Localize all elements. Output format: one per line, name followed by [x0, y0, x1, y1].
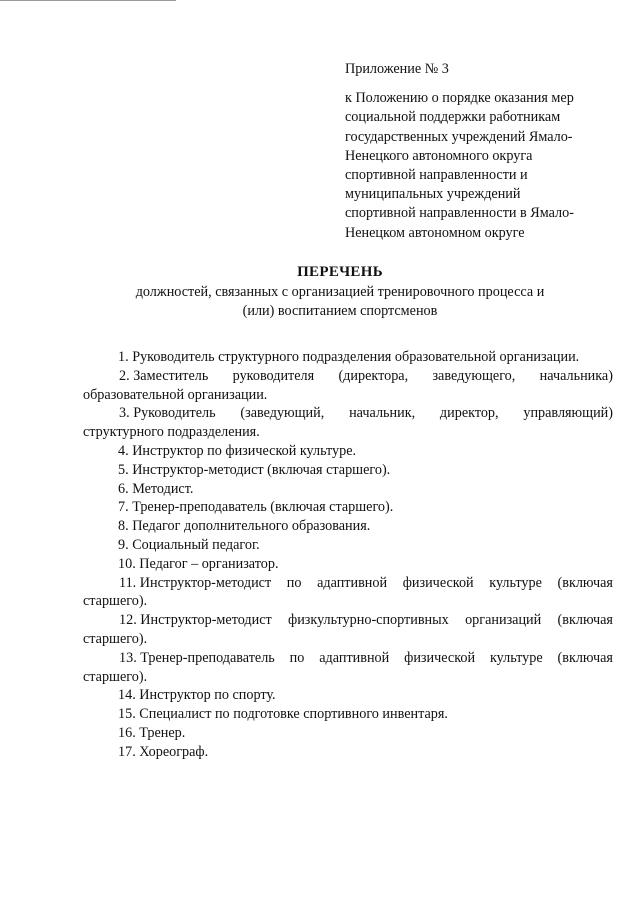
title-subtitle-line-1: должностей, связанных с организацией тренировочного процесса и — [135, 284, 545, 300]
list-item-word: по — [286, 574, 302, 591]
list-item-word: управляющий) — [523, 405, 613, 422]
positions-list — [83, 348, 613, 762]
list-item-word: 11. Инструктор-методист — [119, 574, 272, 591]
list-item-first-line — [83, 649, 613, 668]
list-item-continuation: старшего). — [83, 593, 148, 610]
appendix-reference-line: Ненецком автономном округе — [345, 224, 525, 241]
appendix-number: Приложение № 3 — [345, 61, 449, 77]
appendix-reference — [345, 89, 625, 243]
list-item-continuation: старшего). — [83, 630, 148, 647]
list-item-first-line — [83, 367, 613, 386]
list-item-word: 12. Инструктор-методист — [119, 612, 272, 629]
list-item-word: физической — [404, 649, 476, 666]
list-item-word: начальника) — [539, 367, 613, 384]
list-item — [83, 649, 613, 687]
list-item-word: физкультурно-спортивных — [288, 612, 449, 629]
list-item-word: начальник, — [349, 405, 416, 422]
appendix-reference-line: государственных учреждений Ямало- — [345, 128, 573, 145]
list-item-first-line — [83, 404, 613, 423]
list-item-word: культуре — [489, 649, 543, 666]
list-item-word: 2. Заместитель — [119, 367, 209, 384]
appendix-reference-line: спортивной направленности в Ямало- — [345, 205, 574, 222]
list-item-word: 3. Руководитель — [119, 405, 216, 422]
list-item-word: адаптивной — [319, 649, 390, 666]
title-subtitle-line-2: (или) воспитанием спортсменов — [242, 303, 438, 319]
scan-edge-line — [0, 0, 176, 1]
list-item: 8. Педагог дополнительного образования. — [118, 518, 371, 535]
document-title — [100, 263, 580, 321]
appendix-reference-line: к Положению о порядке оказания мер — [345, 90, 574, 107]
list-item — [83, 404, 613, 442]
list-item — [83, 611, 613, 649]
list-item-word: директор, — [439, 405, 499, 422]
list-item: 4. Инструктор по физической культуре. — [118, 442, 357, 459]
list-item-word: культуре — [489, 574, 542, 591]
list-item-first-line — [83, 611, 613, 630]
list-item — [83, 574, 613, 612]
appendix-reference-line: Ненецкого автономного округа — [345, 147, 533, 164]
appendix-reference-line: социальной поддержки работникам — [345, 109, 561, 126]
list-item-word: заведующего, — [432, 367, 516, 384]
list-item-word: руководителя — [232, 367, 315, 384]
appendix-reference-line: муниципальных учреждений — [345, 186, 521, 203]
list-item: 15. Специалист по подготовке спортивного инвентаря. — [118, 706, 448, 723]
list-item-word: адаптивной — [317, 574, 388, 591]
list-item-word: по — [289, 649, 305, 666]
list-item: 10. Педагог – организатор. — [118, 555, 279, 572]
list-item-continuation: образовательной организации. — [83, 386, 268, 403]
list-item: 1. Руководитель структурного подразделения образовательной организации. — [118, 349, 580, 365]
list-item — [83, 367, 613, 405]
list-item-word: (директора, — [338, 367, 409, 384]
list-item: 6. Методист. — [118, 480, 194, 497]
list-item-word: (включая — [557, 612, 613, 629]
title-heading: ПЕРЕЧЕНЬ — [297, 264, 383, 280]
list-item-word: (заведующий, — [240, 405, 325, 422]
list-item: 7. Тренер-преподаватель (включая старшего). — [118, 499, 394, 516]
appendix-header — [345, 60, 625, 243]
list-item: 14. Инструктор по спорту. — [118, 687, 276, 704]
list-item-word: 13. Тренер-преподаватель — [119, 649, 275, 666]
list-item: 17. Хореограф. — [118, 743, 209, 760]
list-item-word: физической — [402, 574, 474, 591]
list-item-word: (включая — [557, 574, 613, 591]
list-item-first-line — [83, 574, 613, 593]
list-item-word: организаций — [465, 612, 542, 629]
appendix-reference-line: спортивной направленности и — [345, 167, 528, 184]
list-item: 5. Инструктор-методист (включая старшего). — [118, 461, 391, 478]
list-item: 16. Тренер. — [118, 724, 186, 741]
list-item-continuation: старшего). — [83, 668, 148, 685]
list-item: 9. Социальный педагог. — [118, 536, 260, 553]
list-item-word: (включая — [557, 649, 613, 666]
list-item-continuation: структурного подразделения. — [83, 424, 260, 441]
